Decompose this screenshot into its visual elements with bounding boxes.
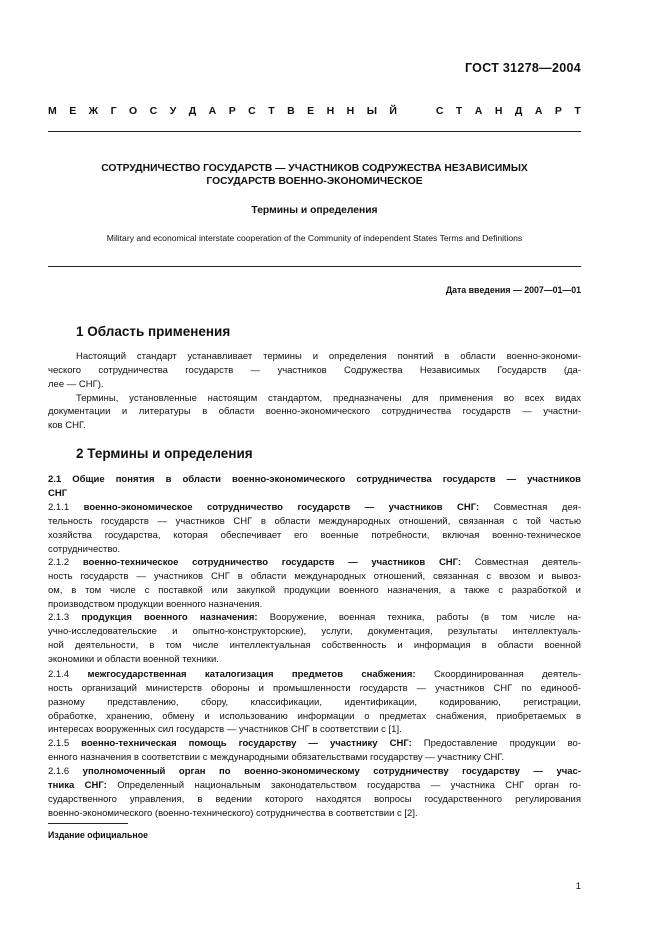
banner-letter: Т (455, 105, 463, 117)
term-name: продукция военного назначения: (81, 612, 258, 623)
interstate-standard-banner (48, 105, 581, 117)
header-rule (48, 131, 581, 132)
term-definition: Определенный национальным законодательством государства — участника СНГ орган го- (106, 780, 581, 791)
banner-letter: А (534, 105, 543, 117)
paragraph-line: ной деятельности, в том числе интеллектуальная собственность и информация в области военной (48, 640, 581, 651)
term-name: военно-экономическое сотрудничество государств — участников СНГ: (83, 502, 480, 513)
term-number: 2.1.1 (48, 502, 84, 513)
banner-letter: О (129, 105, 138, 117)
term-definition: Совместная дея- (479, 502, 581, 513)
term-number: 2.1.3 (48, 612, 82, 623)
banner-letter: М (48, 105, 57, 117)
term-entry (48, 501, 581, 515)
banner-letter: Т (574, 105, 581, 117)
banner-letter: А (474, 105, 483, 117)
title-line: СОТРУДНИЧЕСТВО ГОСУДАРСТВ — УЧАСТНИКОВ СОДРУЖЕСТВА НЕЗАВИСИМЫХ (101, 163, 528, 174)
banner-letter: Н (494, 105, 503, 117)
paragraph-line: обработке, хранению, обмену и использованию информации о предметах снабжения, приобретаемых в (48, 711, 581, 722)
standard-number: ГОСТ 31278—2004 (464, 61, 581, 75)
document-subtitle: Термины и определения (251, 205, 378, 216)
paragraph-line: Термины, установленные настоящим стандартом, предназначены для применения во всех видах (76, 393, 581, 404)
paragraph-line: ков СНГ. (48, 420, 86, 431)
paragraph-line: сударственного управления, в ведении которого находятся вопросы государственного регулирования (48, 794, 581, 805)
term-number: 2.1.4 (48, 669, 88, 680)
term-name: военно-техническое сотрудничество государств — участников СНГ: (82, 557, 462, 568)
paragraph-line: енного назначения в соответствии с международными обязательствами государству — участнику СНГ. (48, 752, 504, 763)
subsection-heading: 2.1 Общие понятия в области военно-экономического сотрудничества государств — участников (48, 474, 581, 485)
section-heading: 1 Область применения (76, 324, 231, 339)
term-entry (48, 556, 581, 570)
paragraph-line: ом, в том числе с поставкой или закупкой продукции военного назначения, а также с разработкой и (48, 585, 581, 596)
banner-letter: Н (326, 105, 335, 117)
paragraph-line: военно-экономического (военно-технического) сотрудничества в соответствии с [2]. (48, 808, 418, 819)
banner-letter: Т (268, 105, 275, 117)
banner-letter: Н (346, 105, 355, 117)
paragraph-line: разному представлению, сбору, классификации, идентификации, кодированию, регистрации, (48, 697, 581, 708)
banner-letter: Ж (88, 105, 99, 117)
term-entry (48, 737, 581, 751)
paragraph-line: хозяйства государства, которая обеспечивает его военные потребности, включая военно-техническое (48, 530, 581, 541)
banner-letter: В (287, 105, 295, 117)
banner-letter: Д (514, 105, 523, 117)
banner-letter: Й (389, 105, 397, 117)
banner-letter: Ы (366, 105, 377, 117)
banner-letter: С (248, 105, 256, 117)
banner-letter: С (149, 105, 158, 117)
term-entry (48, 765, 581, 779)
banner-gap (409, 105, 423, 117)
section-heading: 2 Термины и определения (76, 446, 253, 461)
paragraph-line: тельность государств — участников СНГ в области международных отношений, связанная с той частью (48, 516, 581, 527)
paragraph-line: Настоящий стандарт устанавливает термины и определения понятий в области военно-экономи- (76, 351, 581, 362)
term-definition: Вооружение, военная техника, работы (в том числе на- (257, 612, 581, 623)
banner-letter: Е (307, 105, 315, 117)
paragraph-line: лее — СНГ). (48, 379, 104, 390)
official-edition-note: Издание официальное (48, 830, 148, 840)
paragraph-line: интересах вооруженных сил государств — участников СНГ в соответствии с [1]. (48, 724, 402, 735)
banner-letter: Р (554, 105, 562, 117)
title-rule (48, 266, 581, 267)
term-definition: Скоординированная деятель- (415, 669, 581, 680)
banner-letter: Р (228, 105, 236, 117)
term-entry (48, 611, 581, 625)
page-number: 1 (575, 881, 581, 892)
paragraph-line: документации и литературы в области военно-экономического сотрудничества государств — участни- (48, 406, 581, 417)
term-name: межгосударственная каталогизация предметов снабжения: (87, 669, 416, 680)
introduction-date: Дата введения — 2007—01—01 (445, 285, 581, 295)
banner-letter: У (169, 105, 177, 117)
title-line: ГОСУДАРСТВ ВОЕННО-ЭКОНОМИЧЕСКОЕ (206, 176, 423, 187)
paragraph-line: учно-исследовательские и опытно-конструкторские), услуги, документация, результаты интеллектуаль- (48, 626, 581, 637)
term-number: 2.1.5 (48, 738, 82, 749)
term-entry-continued (48, 779, 581, 793)
subsection-heading: СНГ (48, 488, 68, 499)
paragraph-line: ность организаций министерств обороны и промышленности государств — участников СНГ по единооб- (48, 683, 581, 694)
paragraph-line: ческого сотрудничества государств — участников Содружества Независимых Государств (да- (48, 365, 581, 376)
term-number: 2.1.6 (48, 766, 83, 777)
banner-letter: Е (69, 105, 77, 117)
banner-letter: С (435, 105, 444, 117)
paragraph-line: сотрудничество. (48, 544, 121, 555)
term-entry (48, 668, 581, 682)
term-name: военно-техническая помощь государству — участнику СНГ: (81, 738, 412, 749)
banner-letter: Г (110, 105, 117, 117)
term-name: тника СНГ: (48, 780, 107, 791)
english-title: Military and economical interstate cooperation of the Community of independent States Terms and Definitions (106, 233, 523, 243)
term-definition: Совместная деятель- (461, 557, 581, 568)
paragraph-line: экономики и области военной техники. (48, 654, 219, 665)
banner-letter: А (208, 105, 217, 117)
banner-letter: Д (188, 105, 197, 117)
term-name: уполномоченный орган по военно-экономическому сотрудничеству государству — учас- (82, 766, 581, 777)
term-number: 2.1.2 (48, 557, 83, 568)
paragraph-line: производством продукции военного назначения. (48, 599, 263, 610)
footer-rule (48, 823, 128, 824)
term-definition: Предоставление продукции во- (411, 738, 581, 749)
document-title (48, 162, 581, 188)
paragraph-line: ность государств — участников СНГ в области международных отношений, связанная с ввозом и вывоз- (48, 571, 581, 582)
